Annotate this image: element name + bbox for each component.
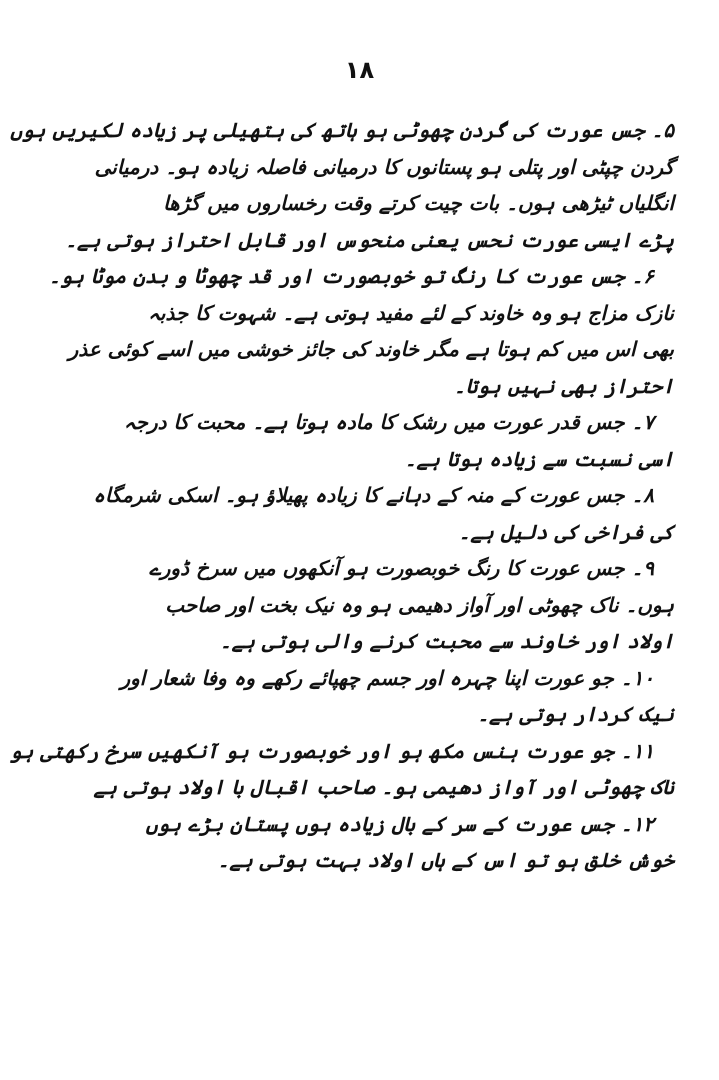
text-line-3: انگلیاں ٹیڑھی ہوں۔ بات چیت کرتے وقت رخساروں میں گڑھا bbox=[163, 191, 674, 215]
text-line-16: ۱۰۔ جو عورت اپنا چہرہ اور جسم چھپائے رکھے وہ وفا شعار اور bbox=[120, 665, 654, 690]
text-line-7: بھی اس میں کم ہوتا ہے مگر خاوند کی جائز خوشی میں اسے کوئی عذر bbox=[68, 337, 674, 361]
text-line-13: ۹۔ جس عورت کا رنگ خوبصورت ہو آنکھوں میں سرخ ڈورے bbox=[149, 556, 654, 580]
page-number: ۱۸ bbox=[344, 56, 375, 84]
text-line-9: ۷۔ جس قدر عورت میں رشک کا مادہ ہوتا ہے۔ محبت کا درجہ bbox=[123, 410, 654, 434]
text-line-20: ۱۲۔ جس عورت کے سر کے بال زیادہ ہوں پستان بڑے ہوں bbox=[145, 811, 654, 836]
text-line-6: نازک مزاج ہو وہ خاوند کے لئے مفید ہوتی ہے۔ شہوت کا جذبہ bbox=[148, 300, 674, 325]
text-line-2: گردن چپٹی اور پتلی ہو پستانوں کا درمیانی فاصلہ زیادہ ہو۔ درمیانی bbox=[94, 154, 674, 179]
text-line-4: پڑے ایسی عورت نحس یعنی منحوس اور قابل احتراز ہوتی ہے۔ bbox=[65, 227, 674, 252]
text-line-11: ۸۔ جس عورت کے منہ کے دہانے کا زیادہ پھیلاؤ ہو۔ اسکی شرمگاہ bbox=[93, 483, 654, 507]
text-line-10: اسی نسبت سے زیادہ ہوتا ہے۔ bbox=[404, 446, 674, 471]
text-line-8: احتراز بھی نہیں ہوتا۔ bbox=[453, 373, 674, 398]
text-line-5: ۶۔ جس عورت کا رنگ تو خوبصورت اور قد چھوٹا و بدن موٹا ہو۔ bbox=[48, 264, 654, 288]
text-line-1: ۵۔ جس عورت کی گردن چھوٹی ہو ہاتھ کی ہتھیلی پر زیادہ لکیریں ہوں bbox=[10, 118, 674, 142]
text-line-15: اولاد اور خاوند سے محبت کرنے والی ہوتی ہے۔ bbox=[219, 629, 674, 653]
text-line-17: نیک کردار ہوتی ہے۔ bbox=[477, 702, 674, 726]
text-line-14: ہوں۔ ناک چھوٹی اور آواز دھیمی ہو وہ نیک بخت اور صاحب bbox=[165, 592, 674, 617]
text-line-21: خوش خلق ہو تو اس کے ہاں اولاد بہت ہوتی ہے۔ bbox=[217, 848, 674, 872]
text-line-19: ناک چھوٹی اور آواز دھیمی ہو۔ صاحب اقبال با اولاد ہوتی ہے bbox=[93, 775, 674, 799]
text-line-18: ۱۱۔ جو عورت ہنس مکھ ہو اور خوبصورت ہو آنکھیں سرخ رکھتی ہو bbox=[9, 738, 654, 763]
text-line-12: کی فراخی کی دلیل ہے۔ bbox=[458, 519, 674, 544]
text-body bbox=[9, 112, 674, 879]
